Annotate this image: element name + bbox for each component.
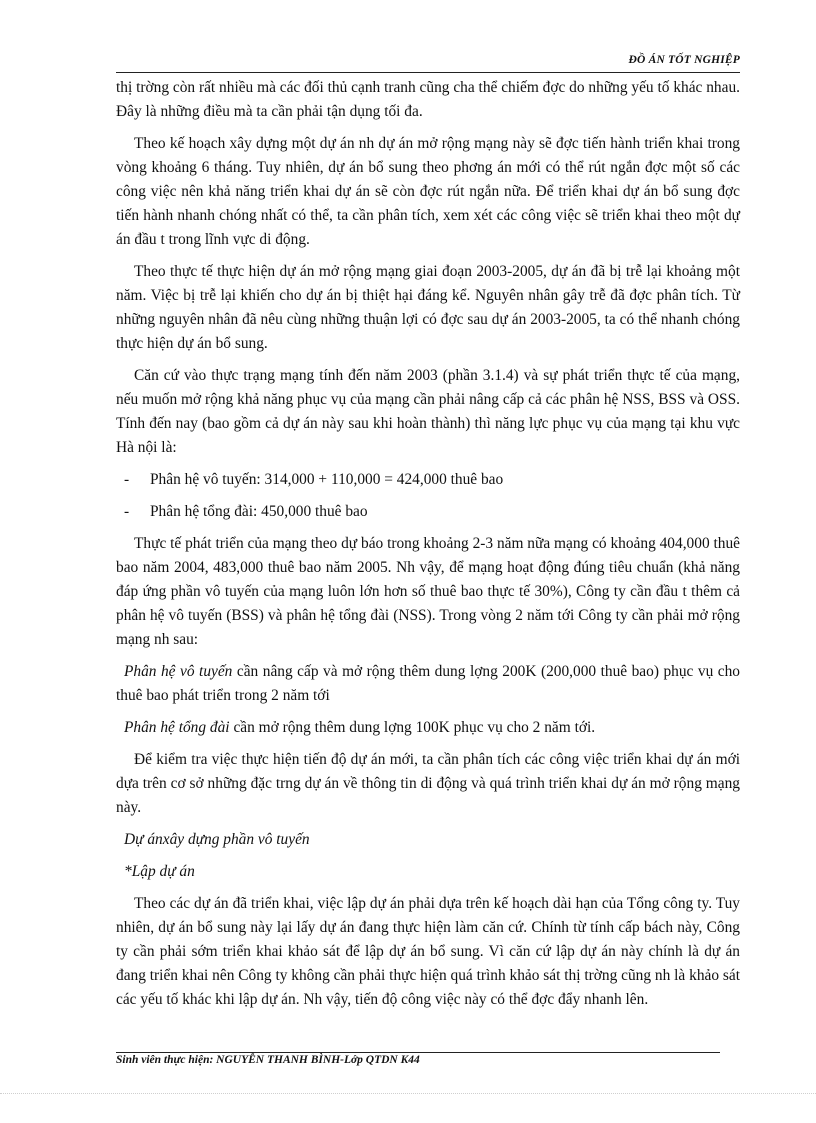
footer-text: Sinh viên thực hiện: NGUYỄN THANH BÌNH-Lớp QTDN K44 <box>116 1054 420 1066</box>
paragraph-9: Theo các dự án đã triển khai, việc lập dự án phải dựa trên kế hoạch dài hạn của Tổng công ty. Tuy nhiên, dự án bổ sung này lại lấy dự án đang thực hiện làm căn cứ. Chính từ tính cấp bách này, Công ty cần phải sớm triển khai khảo sát để lập dự án bổ sung. Vì căn cứ lập dự án này chính là dự án đang triển khai nên Công ty không cần phải thực hiện quá trình khảo sát thị trờng cũng nh là khảo sát các yếu tố khác khi lập dự án. Nh vậy, tiến độ công việc này có thể đợc đẩy nhanh lên. <box>116 895 740 1008</box>
body-text <box>116 76 740 1020</box>
paragraph-8: Để kiểm tra việc thực hiện tiến độ dự án mới, ta cần phân tích các công việc triển khai dự án mới dựa trên cơ sở những đặc trng dự án về thông tin di động và quá trình triển khai dự án mở rộng mạng này. <box>116 751 740 816</box>
section-heading: Dự ánxây dựng phần vô tuyến <box>124 831 310 848</box>
switch-subsystem-text: cần mở rộng thêm dung lợng 100K phục vụ cho 2 năm tới. <box>229 719 596 736</box>
subsection-heading: *Lập dự án <box>124 863 195 880</box>
paragraph-3: Theo thực tế thực hiện dự án mở rộng mạng giai đoạn 2003-2005, dự án đã bị trễ lại khoảng một năm. Việc bị trễ lại khiến cho dự án bị thiệt hại đáng kể. Nguyên nhân gây trễ đã đợc phân tích. Từ những nguyên nhân đã nêu cùng những thuận lợi có đợc sau dự án 2003-2005, ta có thể nhanh chóng thực hiện dự án bổ sung. <box>116 263 740 352</box>
radio-subsystem-text: cần nâng cấp và mở rộng thêm dung lợng 200K (200,000 thuê bao) phục vụ cho thuê bao phát triển trong 2 năm tới <box>116 663 740 704</box>
switch-subsystem-label: Phân hệ tổng đài <box>124 719 230 736</box>
header-title: ĐỒ ÁN TỐT NGHIỆP <box>628 54 740 66</box>
list-dash: - <box>124 471 130 488</box>
footer-divider <box>116 1052 720 1053</box>
paragraph-4: Căn cứ vào thực trạng mạng tính đến năm 2003 (phần 3.1.4) và sự phát triển thực tế của mạng, nếu muốn mở rộng khả năng phục vụ của mạng cần phải nâng cấp cả các phân hệ NSS, BSS và OSS. Tính đến nay (bao gồm cả dự án này sau khi hoàn thành) thì năng lực phục vụ của mạng tại khu vực Hà nội là: <box>116 367 740 456</box>
list-item <box>116 500 740 524</box>
page-header <box>116 54 740 73</box>
paragraph-radio-subsystem <box>116 660 740 708</box>
list-item-text: Phân hệ tổng đài: 450,000 thuê bao <box>150 503 368 520</box>
list-item <box>116 468 740 492</box>
radio-subsystem-label: Phân hệ vô tuyến <box>124 663 233 680</box>
paragraph-switch-subsystem <box>116 716 740 740</box>
page-footer <box>116 1054 420 1066</box>
list-item-text: Phân hệ vô tuyến: 314,000 + 110,000 = 424,000 thuê bao <box>150 471 504 488</box>
capacity-list <box>116 468 740 524</box>
paragraph-5: Thực tế phát triển của mạng theo dự báo trong khoảng 2-3 năm nữa mạng có khoảng 404,000 thuê bao năm 2004, 483,000 thuê bao năm 2005. Nh vậy, để mạng hoạt động đúng tiêu chuẩn (khả năng đáp ứng phần vô tuyến của mạng luôn lớn hơn số thuê bao thực tế 30%), Công ty cần đầu t thêm cả phân hệ vô tuyến (BSS) và phân hệ tổng đài (NSS). Trong vòng 2 năm tới Công ty cần phải mở rộng mạng nh sau: <box>116 535 740 648</box>
paragraph-2: Theo kế hoạch xây dựng một dự án nh dự án mở rộng mạng này sẽ đợc tiến hành triển khai trong vòng khoảng 6 tháng. Tuy nhiên, dự án bổ sung theo phơng án mới có thể rút ngắn đợc một số các công việc nên khả năng triển khai dự án sẽ còn đợc rút ngắn nữa. Để triển khai dự án bổ sung đợc tiến hành nhanh chóng nhất có thể, ta cần phân tích, xem xét các công việc sẽ triển khai theo một dự án đầu t trong lĩnh vực di động. <box>116 135 740 248</box>
list-dash: - <box>124 503 130 520</box>
paragraph-1: thị trờng còn rất nhiều mà các đối thủ cạnh tranh cũng cha thể chiếm đợc do những yếu tố khác nhau. Đây là những điều mà ta cần phải tận dụng tối đa. <box>116 79 740 120</box>
page-bottom-divider <box>0 1093 816 1094</box>
